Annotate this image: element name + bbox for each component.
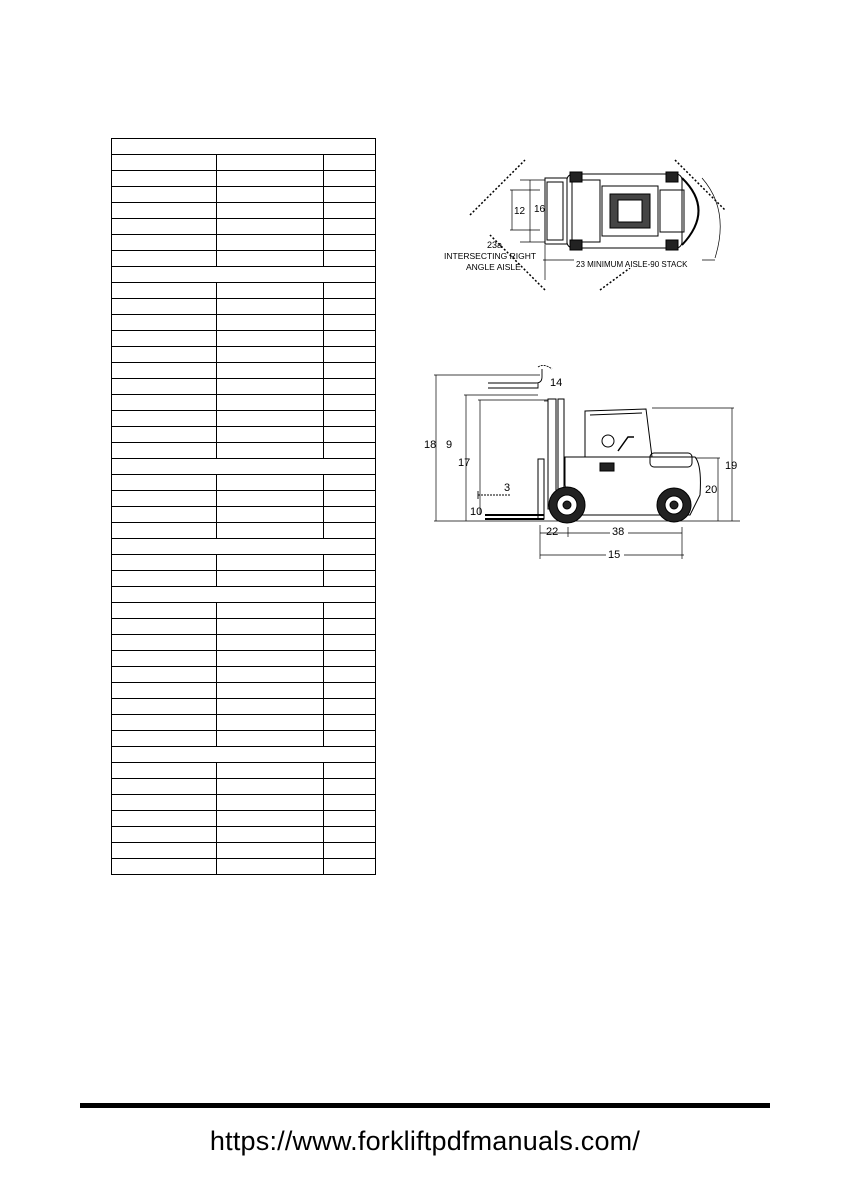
table-cell [217, 859, 324, 875]
table-cell [324, 491, 376, 507]
table-cell [324, 171, 376, 187]
table-cell [112, 843, 217, 859]
table-cell [112, 475, 217, 491]
table-cell [324, 283, 376, 299]
table-cell [217, 203, 324, 219]
table-cell [217, 251, 324, 267]
table-cell [112, 491, 217, 507]
table-cell [217, 155, 324, 171]
dim-38-label: 38 [612, 526, 625, 538]
table-cell [324, 443, 376, 459]
table-cell [112, 379, 217, 395]
table-row [112, 315, 376, 331]
spec-table-body [112, 139, 376, 875]
table-cell [324, 411, 376, 427]
table-row [112, 395, 376, 411]
intersecting-aisle-label-line2: ANGLE AISLE [466, 262, 521, 272]
dim-20-label: 20 [705, 484, 718, 496]
table-cell [112, 331, 217, 347]
table-cell [324, 731, 376, 747]
table-cell [112, 571, 217, 587]
table-cell [324, 523, 376, 539]
table-row [112, 331, 376, 347]
table-row [112, 763, 376, 779]
table-cell [217, 187, 324, 203]
table-cell [112, 443, 217, 459]
table-cell [324, 683, 376, 699]
table-cell [217, 411, 324, 427]
table-row [112, 555, 376, 571]
table-cell [324, 667, 376, 683]
table-cell [217, 315, 324, 331]
table-row [112, 347, 376, 363]
table-row [112, 411, 376, 427]
table-cell [217, 427, 324, 443]
table-cell [324, 395, 376, 411]
table-cell [217, 299, 324, 315]
table-cell [112, 267, 376, 283]
table-cell [217, 811, 324, 827]
table-cell [112, 539, 376, 555]
table-cell [324, 603, 376, 619]
table-cell [324, 635, 376, 651]
table-cell [217, 603, 324, 619]
table-section-row [112, 267, 376, 283]
table-cell [324, 619, 376, 635]
table-cell [112, 811, 217, 827]
table-section-row [112, 539, 376, 555]
table-row [112, 603, 376, 619]
table-row [112, 491, 376, 507]
table-cell [324, 795, 376, 811]
table-cell [217, 827, 324, 843]
dim-19-label: 19 [725, 460, 738, 472]
table-row [112, 427, 376, 443]
table-cell [112, 731, 217, 747]
table-row [112, 251, 376, 267]
table-cell [112, 219, 217, 235]
table-cell [217, 763, 324, 779]
table-cell [217, 491, 324, 507]
footer-url: https://www.forkliftpdfmanuals.com/ [209, 1126, 641, 1156]
minimum-aisle-label: 23 MINIMUM AISLE-90 STACK [576, 260, 688, 269]
table-cell [112, 635, 217, 651]
table-cell [324, 363, 376, 379]
dim-10-label: 10 [470, 506, 483, 518]
table-cell [217, 699, 324, 715]
table-cell [217, 475, 324, 491]
table-cell [324, 843, 376, 859]
table-row [112, 283, 376, 299]
table-cell [112, 555, 217, 571]
table-row [112, 379, 376, 395]
table-cell [324, 219, 376, 235]
table-cell [324, 331, 376, 347]
dim-22-label: 22 [546, 526, 559, 538]
table-cell [112, 395, 217, 411]
table-cell [112, 699, 217, 715]
forklift-side-view-diagram [420, 355, 750, 570]
table-cell [112, 411, 217, 427]
table-cell [112, 299, 217, 315]
table-row [112, 155, 376, 171]
table-cell [217, 363, 324, 379]
table-cell [324, 203, 376, 219]
table-cell [324, 475, 376, 491]
table-cell [112, 667, 217, 683]
table-cell [217, 715, 324, 731]
table-row [112, 795, 376, 811]
table-cell [112, 459, 376, 475]
table-cell [324, 811, 376, 827]
table-row [112, 171, 376, 187]
table-cell [217, 731, 324, 747]
table-cell [112, 747, 376, 763]
table-cell [324, 715, 376, 731]
table-cell [324, 651, 376, 667]
table-cell [324, 251, 376, 267]
table-cell [217, 795, 324, 811]
table-cell [112, 795, 217, 811]
table-row [112, 731, 376, 747]
table-cell [217, 651, 324, 667]
table-cell [217, 667, 324, 683]
table-cell [324, 827, 376, 843]
table-cell [112, 171, 217, 187]
table-cell [112, 139, 376, 155]
table-cell [217, 555, 324, 571]
table-row [112, 715, 376, 731]
table-row [112, 779, 376, 795]
table-cell [324, 427, 376, 443]
table-cell [324, 507, 376, 523]
table-row [112, 187, 376, 203]
table-cell [112, 155, 217, 171]
table-cell [112, 603, 217, 619]
dim-17-label: 17 [458, 457, 471, 469]
table-cell [112, 251, 217, 267]
table-row [112, 475, 376, 491]
table-row [112, 619, 376, 635]
table-row [112, 811, 376, 827]
dim-3-label: 3 [504, 482, 511, 494]
table-cell [112, 235, 217, 251]
table-cell [324, 299, 376, 315]
table-section-row [112, 459, 376, 475]
table-cell [324, 699, 376, 715]
table-row [112, 571, 376, 587]
table-cell [112, 619, 217, 635]
dim-18-label: 18 [424, 439, 437, 451]
table-row [112, 443, 376, 459]
table-row [112, 635, 376, 651]
table-cell [217, 507, 324, 523]
table-row [112, 507, 376, 523]
table-row [112, 299, 376, 315]
table-cell [217, 395, 324, 411]
table-cell [112, 827, 217, 843]
table-cell [112, 779, 217, 795]
table-cell [112, 859, 217, 875]
table-row [112, 219, 376, 235]
table-cell [217, 379, 324, 395]
table-cell [112, 427, 217, 443]
table-cell [217, 635, 324, 651]
table-row [112, 843, 376, 859]
table-cell [217, 843, 324, 859]
table-cell [324, 779, 376, 795]
dim-14-label: 14 [550, 377, 563, 389]
table-cell [112, 763, 217, 779]
table-cell [217, 571, 324, 587]
table-cell [112, 683, 217, 699]
table-row [112, 683, 376, 699]
table-cell [324, 859, 376, 875]
table-row [112, 363, 376, 379]
table-cell [217, 283, 324, 299]
table-cell [217, 331, 324, 347]
table-row [112, 699, 376, 715]
footer-divider [80, 1103, 770, 1108]
table-row [112, 667, 376, 683]
table-cell [112, 187, 217, 203]
table-cell [112, 347, 217, 363]
table-section-row [112, 139, 376, 155]
forklift-top-view-diagram [430, 150, 740, 300]
table-cell [217, 619, 324, 635]
table-cell [217, 443, 324, 459]
table-cell [324, 347, 376, 363]
table-cell [217, 683, 324, 699]
table-cell [217, 347, 324, 363]
table-cell [324, 379, 376, 395]
table-cell [112, 315, 217, 331]
dim-12-label: 12 [514, 206, 526, 217]
table-cell [112, 715, 217, 731]
table-cell [112, 283, 217, 299]
table-cell [324, 555, 376, 571]
table-cell [324, 315, 376, 331]
dim-23a-label: 23a [487, 240, 503, 250]
table-row [112, 651, 376, 667]
dim-16-label: 16 [534, 204, 546, 215]
table-cell [217, 523, 324, 539]
table-cell [217, 171, 324, 187]
table-cell [324, 571, 376, 587]
table-cell [217, 779, 324, 795]
dim-9-label: 9 [446, 439, 453, 451]
table-cell [217, 219, 324, 235]
table-cell [217, 235, 324, 251]
table-cell [112, 523, 217, 539]
table-row [112, 203, 376, 219]
table-cell [112, 507, 217, 523]
table-row [112, 859, 376, 875]
table-row [112, 523, 376, 539]
spec-table [111, 138, 376, 875]
intersecting-aisle-label-line1: INTERSECTING RIGHT [444, 251, 537, 261]
table-cell [324, 155, 376, 171]
table-section-row [112, 587, 376, 603]
table-cell [324, 187, 376, 203]
table-row [112, 827, 376, 843]
table-cell [112, 587, 376, 603]
dim-15-label: 15 [608, 549, 621, 561]
table-cell [324, 235, 376, 251]
table-row [112, 235, 376, 251]
table-cell [324, 763, 376, 779]
table-cell [112, 651, 217, 667]
table-cell [112, 203, 217, 219]
table-cell [112, 363, 217, 379]
table-section-row [112, 747, 376, 763]
